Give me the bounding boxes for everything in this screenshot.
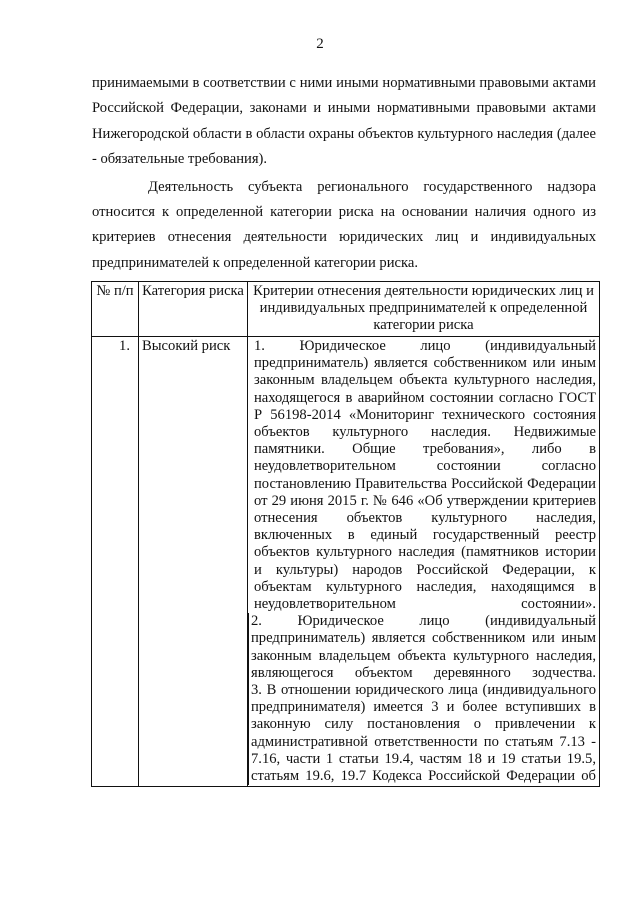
header-number: № п/п [92, 282, 139, 337]
page-number: 2 [316, 36, 324, 52]
body-text [92, 71, 596, 276]
table-header-row [92, 282, 600, 337]
header-criteria: Критерии отнесения деятельности юридических лиц и индивидуальных предпринимателей к определенной категории риска [248, 282, 600, 337]
criterion-2: 2. Юридическое лицо (индивидуальный предприниматель) является собственником или иным законным владельцем объекта культурного наследия, являющегося объектом деревянного зодчества. [248, 613, 596, 682]
table-row [92, 337, 600, 787]
row-number: 1. [92, 337, 139, 787]
criterion-3: 3. В отношении юридического лица (индивидуального предпринимателя) имеется 3 и более вступивших в законную силу постановления о привлечении к административной ответственности по статьям 7.13 - 7.16, части 1 статьи 19.4, частям 18 и 19 статьи 19.5, статьям 19.6, 19.7 Кодекса Российской Федерации об [248, 682, 596, 785]
criterion-1: 1. Юридическое лицо (индивидуальный предприниматель) является собственником или иным законным владельцем объекта культурного наследия, находящегося в аварийном состоянии согласно ГОСТ Р 56198-2014 «Мониторинг технического состояния объектов культурного наследия. Недвижимые памятники. Общие требования», либо в неудовлетворительном состоянии согласно постановлению Правительства Российской Федерации от 29 июня 2015 г. № 646 «Об утверждении критериев отнесения объектов культурного наследия, включенных в единый государственный реестр объектов культурного наследия (памятников истории и культуры) народов Российской Федерации, к объектам культурного наследия, находящимся в неудовлетворительном состоянии». [254, 338, 596, 613]
paragraph-continuation: принимаемыми в соответствии с ними иными нормативными правовыми актами Российской Федерации, законами и иными нормативными правовыми актами Нижегородской области в области охраны объектов культурного наследия (далее - обязательные требования). [92, 75, 596, 168]
paragraph-risk-category: Деятельность субъекта регионального государственного надзора относится к определенной категории риска на основании наличия одного из критериев отнесения деятельности юридических лиц и индивидуальных предпринимателей к определенной категории риска. [92, 178, 596, 271]
risk-criteria-table [91, 281, 600, 787]
row-category: Высокий риск [139, 337, 248, 787]
row-criteria [248, 337, 600, 787]
header-category: Категория риска [139, 282, 248, 337]
